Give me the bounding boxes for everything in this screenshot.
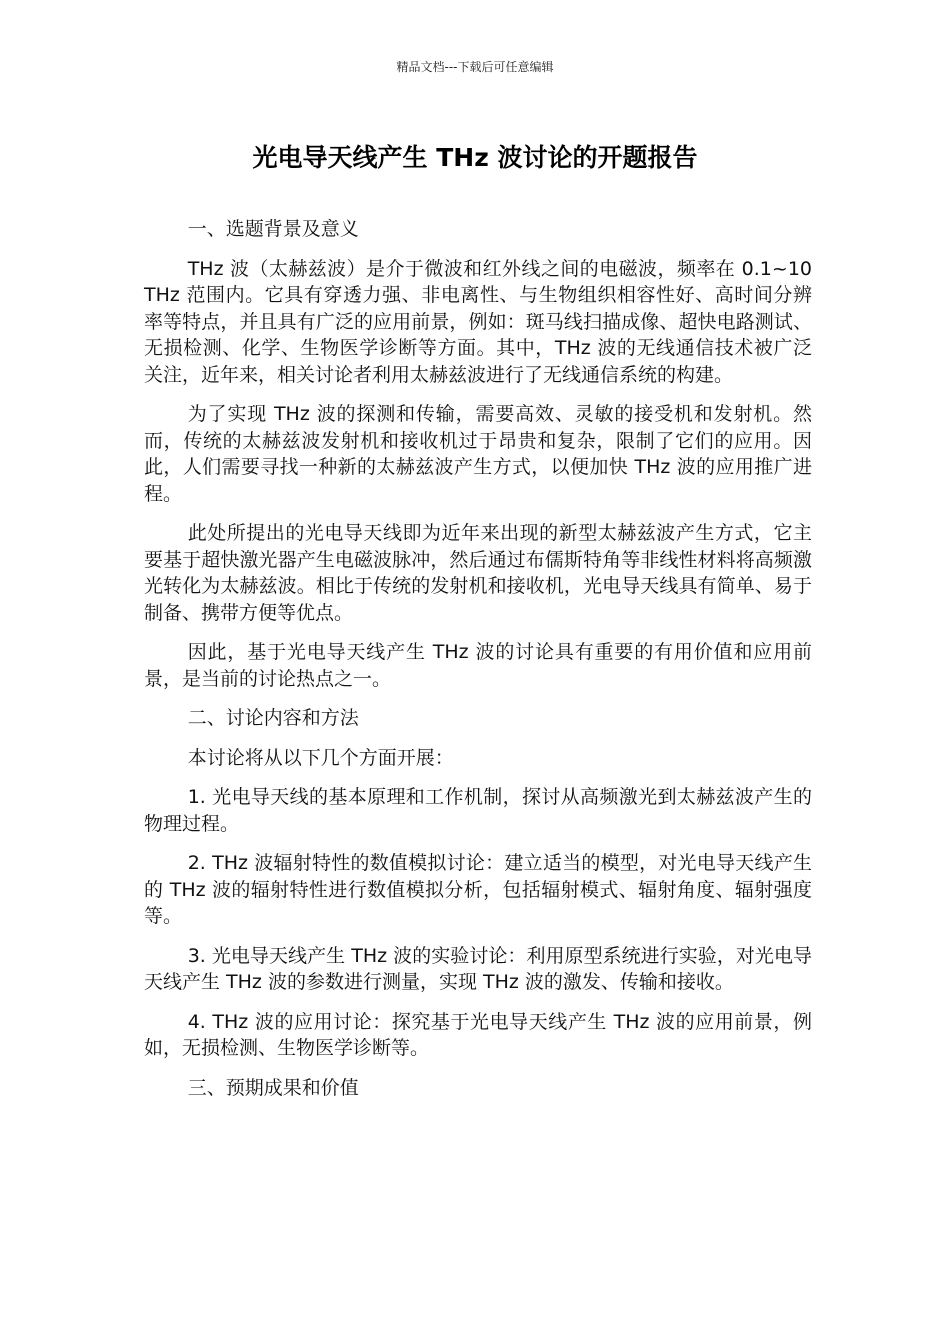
section-heading-background: 一、选题背景及意义 (187, 218, 359, 240)
section-heading-content-methods: 二、讨论内容和方法 (187, 707, 359, 729)
document-body (144, 216, 812, 1114)
list-item: 4. THz 波的应用讨论：探究基于光电导天线产生 THz 波的应用前景，例如，无损检测、生物医学诊断等。 (144, 1010, 812, 1059)
header-note: 精品文档---下载后可任意编辑 (396, 60, 554, 74)
document-title: 光电导天线产生 THz 波讨论的开题报告 (252, 143, 698, 172)
paragraph: THz 波（太赫兹波）是介于微波和红外线之间的电磁波，频率在 0.1~10 THz 范围内。它具有穿透力强、非电离性、与生物组织相容性好、高时间分辨率等特点，并且具有广泛的应用前景，例如：斑马线扫描成像、超快电路测试、无损检测、化学、生物医学诊断等方面。其中，THz 波的无线通信技术被广泛关注，近年来，相关讨论者利用太赫兹波进行了无线通信系统的构建。 (144, 257, 812, 386)
paragraph: 本讨论将从以下几个方面开展： (187, 746, 454, 769)
paragraph: 为了实现 THz 波的探测和传输，需要高效、灵敏的接受机和发射机。然而，传统的太赫兹波发射机和接收机过于昂贵和复杂，限制了它们的应用。因此，人们需要寻找一种新的太赫兹波产生方式，以便加快 THz 波的应用推广进程。 (144, 403, 812, 505)
paragraph: 因此，基于光电导天线产生 THz 波的讨论具有重要的有用价值和应用前景，是当前的讨论热点之一。 (144, 641, 812, 690)
list-item: 3. 光电导天线产生 THz 波的实验讨论：利用原型系统进行实验，对光电导天线产生 THz 波的参数进行测量，实现 THz 波的激发、传输和接收。 (144, 944, 812, 993)
section-heading-expected-results: 三、预期成果和价值 (187, 1076, 359, 1099)
list-item: 2. THz 波辐射特性的数值模拟讨论：建立适当的模型，对光电导天线产生的 THz 波的辐射特性进行数值模拟分析，包括辐射模式、辐射角度、辐射强度等。 (144, 852, 812, 927)
list-item: 1. 光电导天线的基本原理和工作机制，探讨从高频激光到太赫兹波产生的物理过程。 (144, 786, 812, 835)
paragraph: 此处所提出的光电导天线即为近年来出现的新型太赫兹波产生方式，它主要基于超快激光器产生电磁波脉冲，然后通过布儒斯特角等非线性材料将高频激光转化为太赫兹波。相比于传统的发射机和接收机，光电导天线具有简单、易于制备、携带方便等优点。 (144, 522, 812, 624)
